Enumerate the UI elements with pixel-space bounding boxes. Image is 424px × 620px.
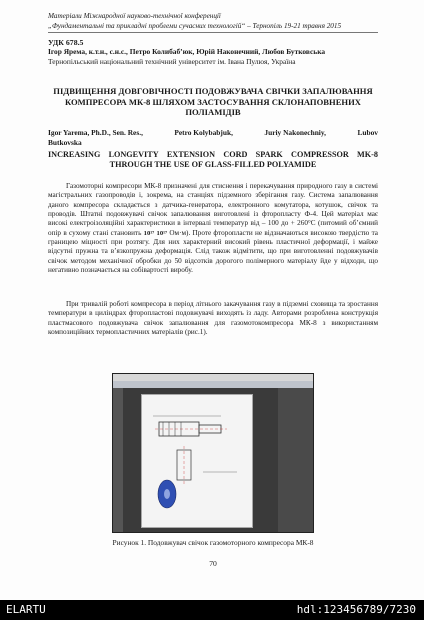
figure-cad-screenshot <box>112 373 314 533</box>
resistivity-value-1: 10¹⁷ <box>143 229 155 237</box>
authors-ua: Ігор Ярема, к.т.н., с.н.с., Петро Колибаб’юк, Юрій Наконечний, Любов Бутковська <box>48 47 326 56</box>
repository-name[interactable]: ELARTU <box>6 603 46 616</box>
title-en-line2: THROUGH THE USE OF GLASS-FILLED POLYAMIDE <box>109 160 317 169</box>
cad-toolbar <box>113 381 313 388</box>
title-en-word: COMPRESSOR <box>291 150 349 159</box>
paragraph-1-text-a: Газомоторні компресори МК-8 призначені для стиснення і перекачування природного газу в системі магістральних газопроводів і, зокрема, на станціях підземного зберігання газу. Система запалювання даного компресора складається з датчика-генератора, електронного комутатора, котушок, свічок та проводів. Штатні подовжувачі свічок запалювання виготовлені із фторопласту Ф-4. Цей матеріал має високі електроізоляційні характеристики в інтервалі температур від – 100 до + 260°С (питомий об’ємний опір в сухому стані становить <box>48 182 378 237</box>
author-en-3: Juriy Nakonechniy, <box>264 128 326 137</box>
repository-footer <box>0 600 424 620</box>
page-number: 70 <box>209 559 217 568</box>
title-en-word: LONGEVITY <box>108 150 159 159</box>
author-en-2: Petro Kolybabjuk, <box>174 128 233 137</box>
conference-header-line2: „Фундаментальні та прикладні проблеми сучасних технологій“ – Тернопіль 19-21 травня 2015 <box>48 22 342 30</box>
cad-menubar <box>113 374 313 381</box>
cad-right-panel <box>278 388 313 532</box>
udk-code: УДК 678.5 <box>48 38 84 47</box>
paragraph-1 <box>48 182 378 275</box>
affiliation: Тернопільський національний технічний університет ім. Івана Пулюя, Україна <box>48 57 296 66</box>
title-en-word: CORD <box>223 150 248 159</box>
title-en-word: INCREASING <box>48 150 101 159</box>
title-ua: ПІДВИЩЕННЯ ДОВГОВІЧНОСТІ ПОДОВЖУВАЧА СВІЧКИ ЗАПАЛЮВАННЯ КОМПРЕСОРА МК-8 ШЛЯХОМ ЗАСТОСУВАННЯ СКЛОНАПОВНЕНИХ ПОЛІАМІДІВ <box>53 86 373 117</box>
handle-id[interactable]: hdl:123456789/7230 <box>296 603 416 616</box>
paragraph-1-text-b: Ом·м). Проте фторопласти не відзначаються високою твердістю та границею міцності при розтягу. Для них характерний високий рівень пластичної деформації, і майже відсутні пружна та в’язкопружна деформація. Слід також відмітити, що при виготовленні подовжувачів свічок методом механічної обробки до 50 відсотків дорогого полімерного матеріалу йде у відходи, що негативно позначається на собівартості виробу. <box>48 228 378 275</box>
resistivity-value-2: 10¹⁷ <box>156 229 168 237</box>
author-en-4-surname: Butkovska <box>48 137 82 147</box>
paragraph-2: При тривалій роботі компресора в період літнього закачування газу в підземні сховища та зростання температури в циліндрах фторопластові подовжувачі виходять із ладу. Авторами розроблена конструкція пластмасового подовжувача свічок запалювання для газомотокомпресора МК-8 з використанням композиційних термопластичних матеріалів (рис.1). <box>48 300 378 337</box>
cad-left-toolbar <box>113 388 123 532</box>
figure-caption: Рисунок 1. Подовжувач свічок газомоторного компресора МК-8 <box>112 538 314 547</box>
authors-en <box>48 128 378 147</box>
extension-cord-drawing <box>147 402 257 522</box>
title-en <box>48 150 378 170</box>
title-en-word: SPARK <box>255 150 283 159</box>
title-en-word: EXTENSION <box>166 150 216 159</box>
header-divider <box>48 32 378 33</box>
title-en-word: MK-8 <box>357 150 378 159</box>
conference-header-line1: Матеріали Міжнародної науково-технічної конференції <box>48 12 221 20</box>
author-en-4: Lubov <box>357 128 378 137</box>
author-en-1: Igor Yarema, Ph.D., Sen. Res., <box>48 128 143 137</box>
